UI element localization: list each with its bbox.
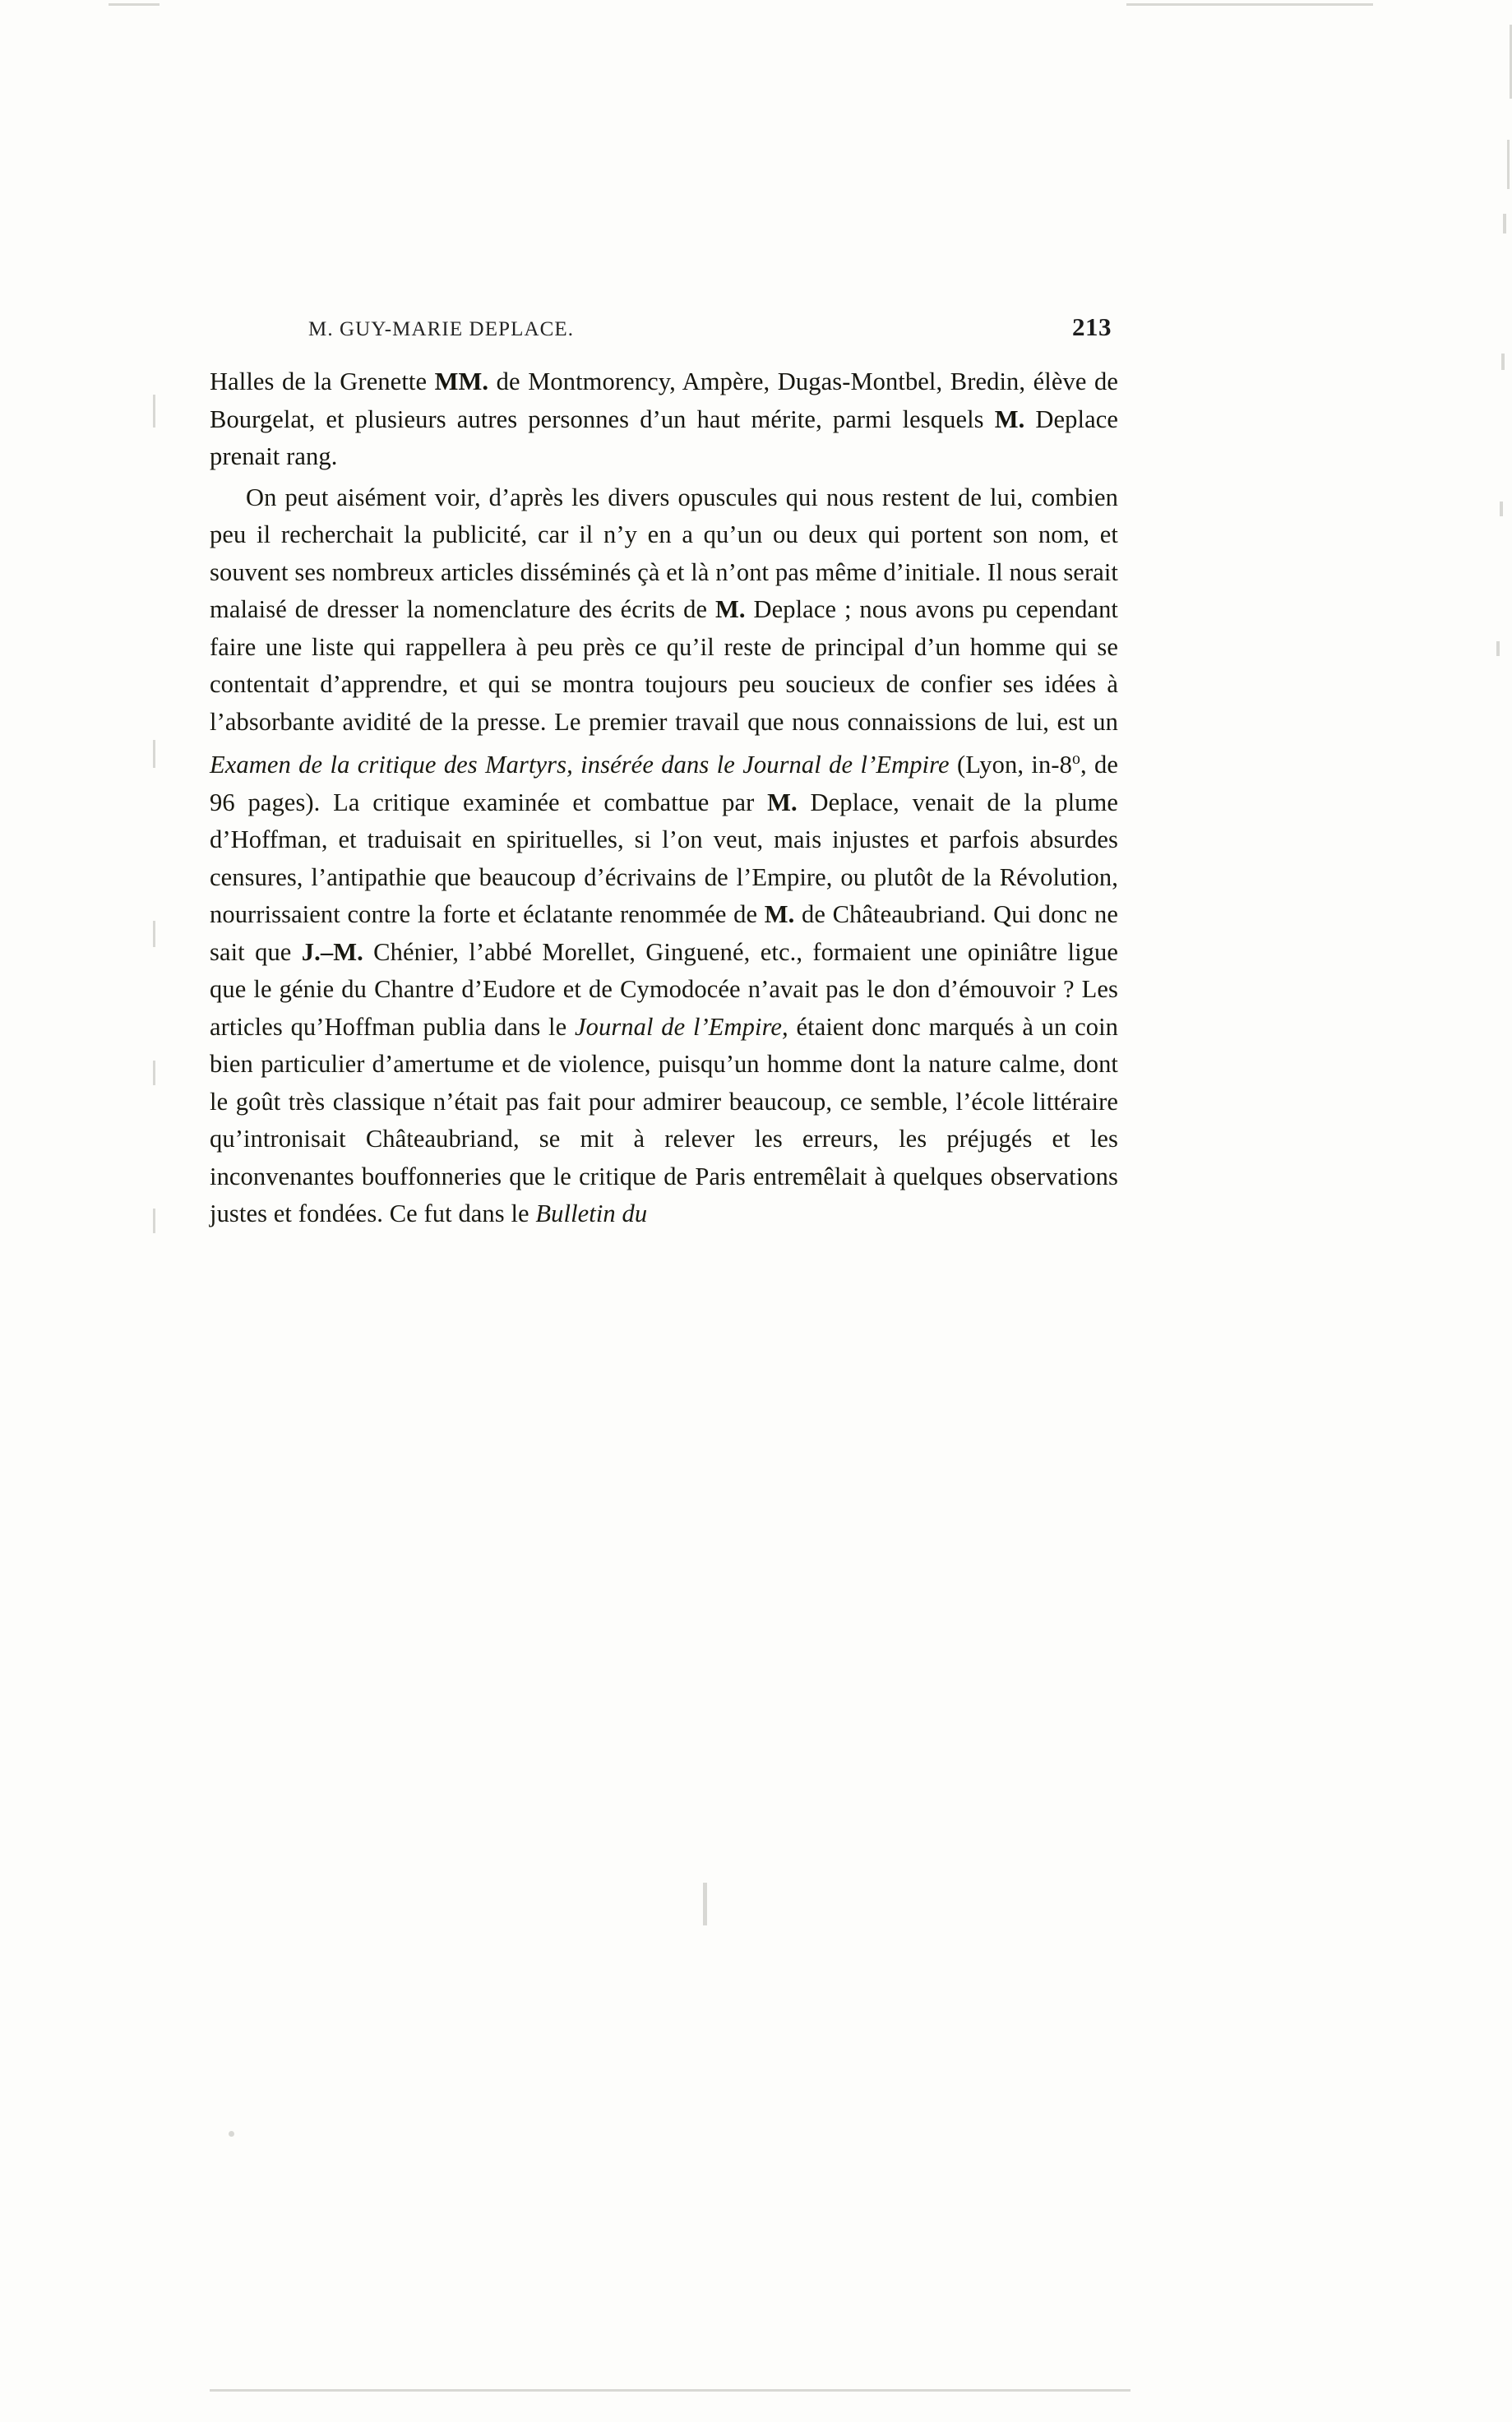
paragraph-main [210, 479, 1118, 1233]
scan-edge-mark-left-5 [153, 1209, 155, 1233]
scan-edge-mark-right-4 [1501, 354, 1505, 370]
page-content [210, 312, 1118, 1233]
text-run: Deplace, venait de la plume d’Hoffman, et traduisait en spirituelles, si l’on veut, mais injustes et parfois absurdes censures, l’antipathie que beaucoup d’écrivains de l’Empire, ou plutôt de la Révolution, nourrissaient contre la forte et éclatante renommée de [210, 788, 1118, 929]
paragraph-continuation [210, 363, 1118, 476]
text-run: , de 96 pages). La critique examinée et combattue par [210, 751, 1119, 816]
scan-edge-mark-bottom [210, 2389, 1131, 2392]
text-run: M. [767, 788, 798, 816]
text-run: M. [714, 595, 746, 623]
scan-edge-mark-right-5 [1500, 502, 1503, 516]
running-head-title: M. GUY-MARIE DEPLACE. [308, 318, 575, 340]
text-run: Halles de la Grenette [210, 367, 435, 395]
page-number: 213 [1072, 312, 1112, 341]
text-run: Bulletin du [535, 1199, 648, 1228]
scan-edge-mark-left-1 [153, 395, 155, 428]
text-run: M. [994, 404, 1025, 433]
scan-edge-mark-right-3 [1503, 214, 1506, 233]
text-run: M. [764, 900, 795, 929]
text-run: MM. [434, 367, 489, 395]
scan-edge-mark-top-left [109, 3, 160, 6]
text-run: On peut aisément voir, d’après les divers opuscules qui nous restent de lui, combien peu il recherchait la publicité, car il n’y en a qu’un ou deux qui portent son nom, et souvent ses nombreux articles disséminés çà et là n’ont pas même d’initiale. Il nous serait malaisé de dresser la nomenclature des écrits de [210, 483, 1118, 623]
text-run: Examen de la critique des Martyrs, insérée dans le Journal de l’Empire [210, 751, 950, 779]
text-run: Deplace prenait rang. [210, 404, 1118, 470]
scan-edge-mark-top-right [1126, 3, 1373, 6]
scan-edge-mark-left-3 [153, 921, 155, 947]
text-run: étaient donc marqués à un coin bien particulier d’amertume et de violence, puisqu’un homme dont la nature calme, dont le goût très classique n’était pas fait pour admirer beaucoup, ce semble, l’école littéraire qu’intronisait Châteaubriand, se mit à relever les erreurs, les préjugés et les inconvenantes bouffonneries que le critique de Paris entremêlait à quelques observations justes et fondées. Ce fut dans le [210, 1012, 1119, 1228]
scan-edge-mark-left-4 [153, 1061, 155, 1085]
body-text [210, 363, 1118, 1233]
text-run: Deplace ; nous avons pu cependant faire une liste qui rappellera à peu près ce qu’il reste de principal d’un homme qui se contentait d’apprendre, et qui se montra toujours peu soucieux de confier ses idées à l’absorbante avidité de la presse. Le premier travail que nous connaissions de lui, est un [210, 595, 1118, 736]
scan-edge-mark-right-6 [1496, 641, 1500, 656]
text-run: (Lyon, in-8 [949, 751, 1072, 779]
text-run: Chénier, l’abbé Morellet, Ginguené, etc., formaient une opiniâtre ligue que le génie du Chantre d’Eudore et de Cymodocée n’avait pas le don d’émouvoir ? Les articles qu’Hoffman publia dans le [210, 937, 1118, 1041]
scan-edge-mark-left-2 [153, 740, 155, 768]
scan-edge-mark-speck-2 [703, 1883, 707, 1925]
text-run: de Châteaubriand. Qui donc ne sait que [210, 900, 1118, 966]
running-head [210, 312, 1118, 342]
text-run: J.–M. [301, 937, 363, 966]
text-run: o [1071, 750, 1080, 768]
text-run: de Montmorency, Ampère, Dugas-Montbel, Bredin, élève de Bourgelat, et plusieurs autres personnes d’un haut mérite, parmi lesquels [210, 367, 1118, 433]
text-run: Journal de l’Empire, [574, 1012, 788, 1041]
scan-edge-mark-speck-1 [229, 2131, 234, 2137]
scan-edge-mark-right-2 [1507, 140, 1510, 189]
